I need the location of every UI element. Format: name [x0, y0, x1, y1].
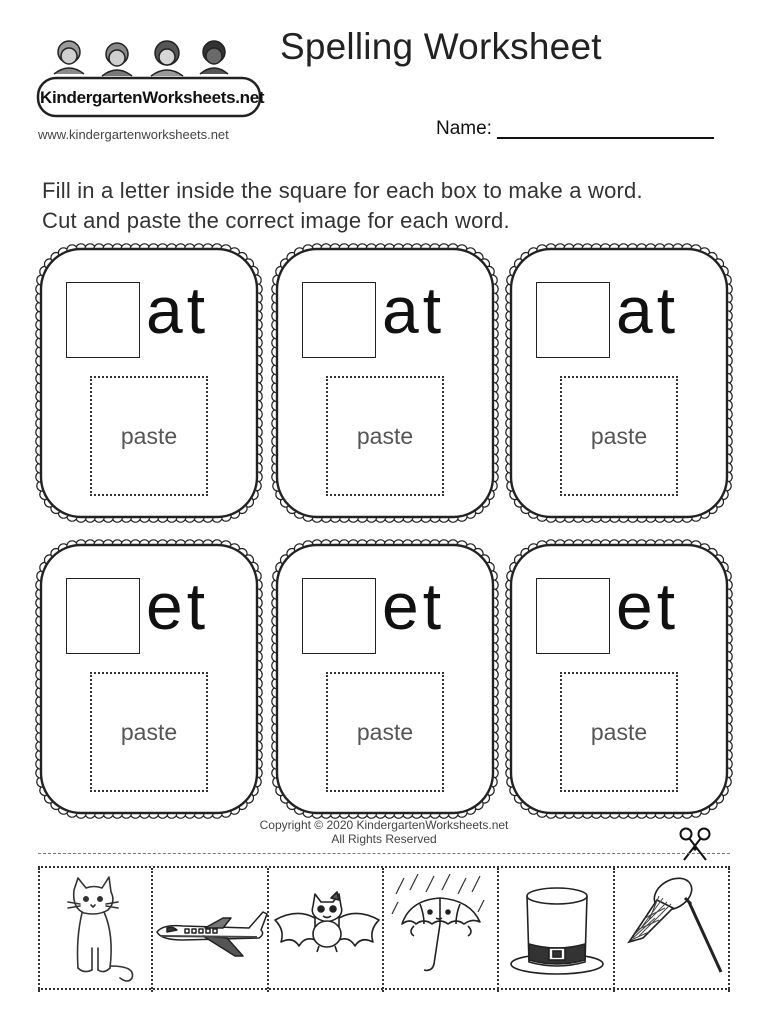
paste-box[interactable]	[326, 672, 444, 792]
word-card	[504, 538, 734, 820]
letter-box[interactable]	[302, 578, 376, 654]
cutout-cell[interactable]	[615, 868, 730, 992]
name-label: Name:	[436, 118, 492, 139]
name-field-line[interactable]	[497, 137, 714, 139]
copyright-line: All Rights Reserved	[331, 832, 437, 846]
word-ending: et	[616, 569, 680, 643]
site-url: www.kindergartenworksheets.net	[38, 127, 229, 142]
top-hat-icon	[499, 868, 614, 988]
instructions	[42, 176, 732, 236]
word-ending: at	[616, 273, 680, 347]
cut-line	[38, 853, 730, 854]
logo-text: KindergartenWorksheets.net	[40, 88, 265, 107]
copyright-line: Copyright © 2020 KindergartenWorksheets.net	[259, 818, 509, 832]
paste-label: paste	[590, 718, 648, 745]
paste-box[interactable]	[560, 672, 678, 792]
paste-label: paste	[590, 422, 648, 449]
word-card	[34, 538, 264, 820]
cutout-cell[interactable]	[384, 868, 499, 992]
kids-faces-icon	[34, 34, 266, 126]
paste-label: paste	[356, 718, 414, 745]
site-logo	[34, 34, 266, 126]
paste-box[interactable]	[90, 376, 208, 496]
word-ending: at	[146, 273, 210, 347]
word-card	[504, 242, 734, 524]
word-card	[270, 242, 500, 524]
paste-box[interactable]	[560, 376, 678, 496]
copyright	[200, 818, 568, 846]
letter-box[interactable]	[536, 578, 610, 654]
letter-box[interactable]	[536, 282, 610, 358]
cat-icon	[40, 868, 155, 988]
wet-umbrella-icon	[384, 868, 499, 988]
word-card	[34, 242, 264, 524]
cutout-cell[interactable]	[269, 868, 384, 992]
page-title: Spelling Worksheet	[280, 26, 602, 67]
paste-box[interactable]	[90, 672, 208, 792]
letter-box[interactable]	[66, 578, 140, 654]
butterfly-net-icon	[615, 868, 730, 988]
cutout-cell[interactable]	[153, 868, 268, 992]
paste-label: paste	[120, 422, 178, 449]
paste-label: paste	[120, 718, 178, 745]
scissors-icon	[676, 826, 716, 866]
instruction-line: Fill in a letter inside the square for each box to make a word.	[42, 178, 643, 203]
word-ending: et	[146, 569, 210, 643]
cutout-cell[interactable]	[499, 868, 614, 992]
paste-box[interactable]	[326, 376, 444, 496]
word-ending: et	[382, 569, 446, 643]
cutout-cell[interactable]	[38, 868, 153, 992]
bat-icon	[269, 868, 384, 988]
letter-box[interactable]	[66, 282, 140, 358]
letter-box[interactable]	[302, 282, 376, 358]
instruction-line: Cut and paste the correct image for each word.	[42, 208, 510, 233]
word-card	[270, 538, 500, 820]
word-ending: at	[382, 273, 446, 347]
jet-airplane-icon	[153, 868, 268, 988]
paste-label: paste	[356, 422, 414, 449]
cutout-strip	[38, 866, 730, 990]
